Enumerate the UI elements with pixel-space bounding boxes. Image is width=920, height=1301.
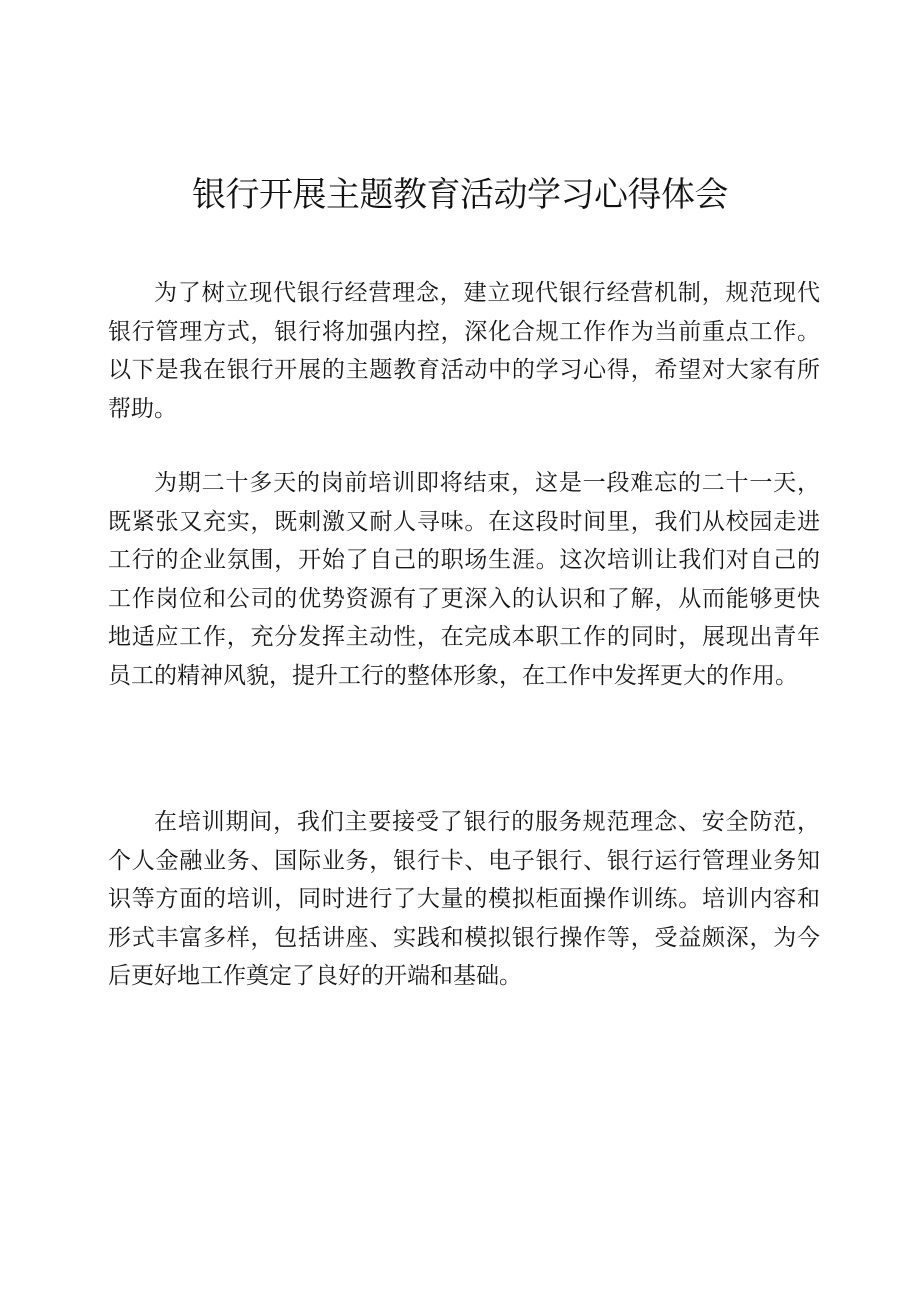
paragraph-training-summary: 为期二十多天的岗前培训即将结束，这是一段难忘的二十一天，既紧张又充实，既刺激又耐人寻味。在这段时间里，我们从校园走进工行的企业氛围，开始了自己的职场生涯。这次培训让我们对自己的工作岗位和公司的优势资源有了更深入的认识和了解，从而能够更快地适应工作，充分发挥主动性，在完成本职工作的同时，展现出青年员工的精神风貌，提升工行的整体形象，在工作中发挥更大的作用。 (108, 470, 820, 689)
paragraph-intro: 为了树立现代银行经营理念，建立现代银行经营机制，规范现代银行管理方式，银行将加强内控，深化合规工作作为当前重点工作。以下是我在银行开展的主题教育活动中的学习心得，希望对大家有所帮助。 (108, 280, 820, 422)
document-title: 银行开展主题教育活动学习心得体会 (192, 175, 728, 215)
paragraph-training-content: 在培训期间，我们主要接受了银行的服务规范理念、安全防范，个人金融业务、国际业务，银行卡、电子银行、银行运行管理业务知识等方面的培训，同时进行了大量的模拟柜面操作训练。培训内容和形式丰富多样，包括讲座、实践和模拟银行操作等，受益颇深，为今后更好地工作奠定了良好的开端和基础。 (108, 809, 820, 989)
